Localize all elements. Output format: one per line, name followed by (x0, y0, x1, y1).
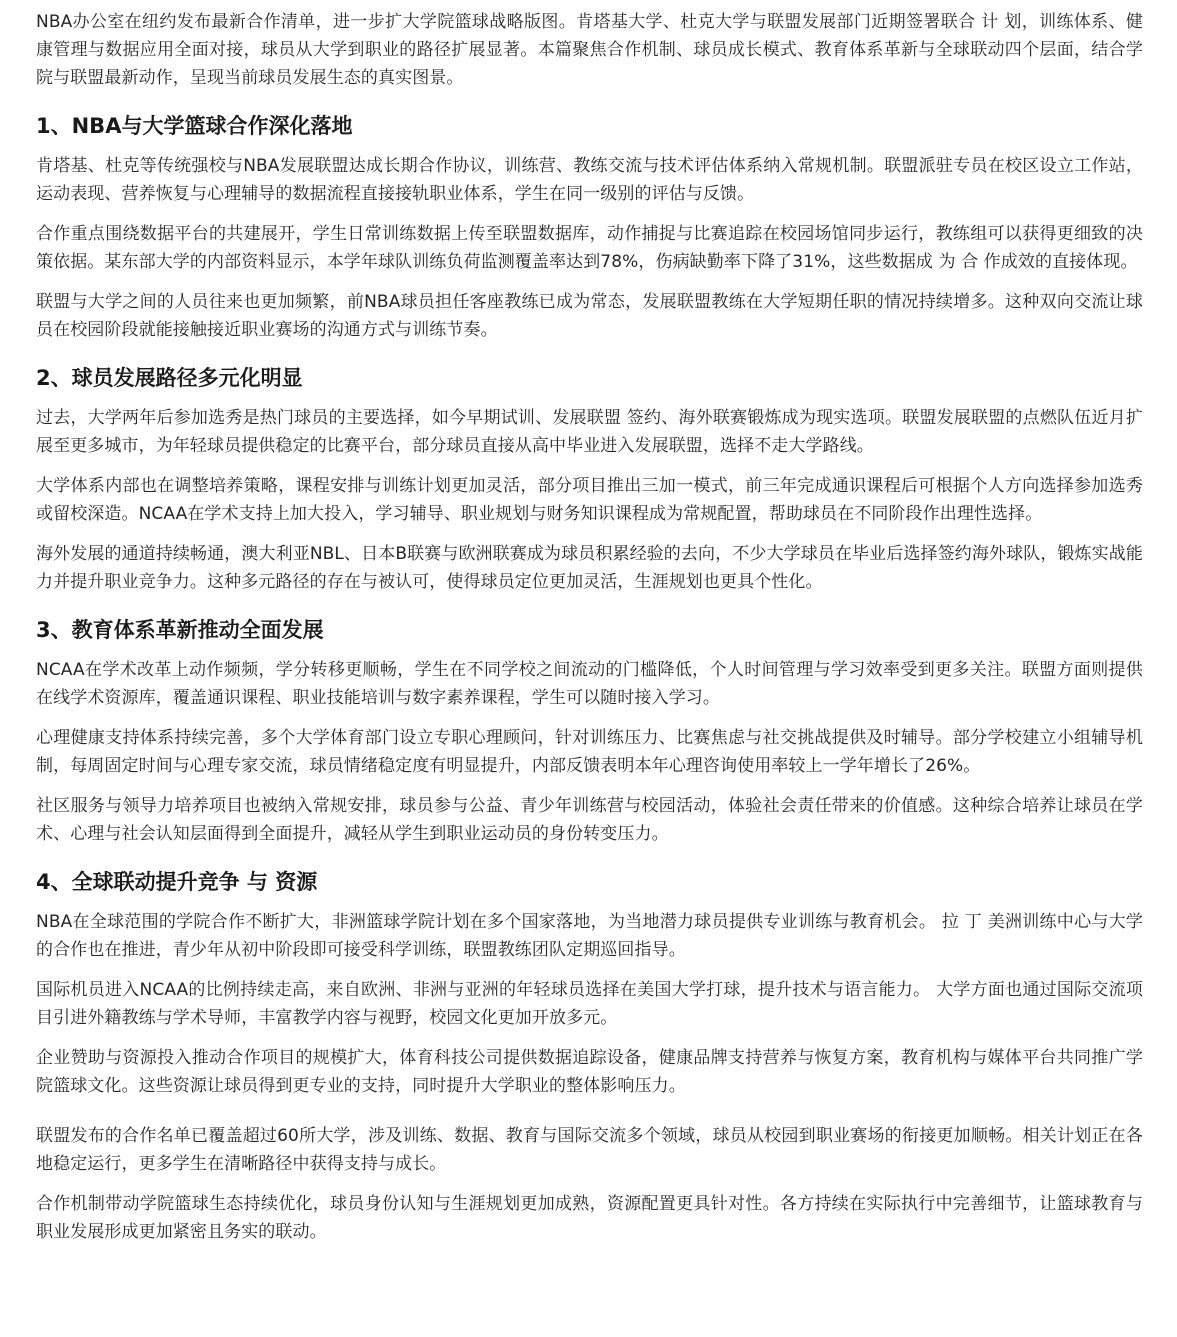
section-title-1: 1、NBA与大学篮球合作深化落地 (36, 114, 353, 138)
intro-paragraph: NBA办公室在纽约发布最新合作清单，进一步扩大学院篮球战略版图。肯塔基大学、杜克大学与联盟发展部门近期签署联合 计 划，训练体系、健康管理与数据应用全面对接，球员从大学到职业的路径扩展显著。本篇聚焦合作机制、球员成长模式、教育体系革新与全球联动四个层面，结合学院与联盟最新动作，呈现当前球员发展生态的真实图景。 (36, 12, 1143, 88)
section-title-3: 3、教育体系革新推动全面发展 (36, 618, 324, 642)
closing-paragraph-2: 合作机制带动学院篮球生态持续优化，球员身份认知与生涯规划更加成熟，资源配置更具针对性。各方持续在实际执行中完善细节，让篮球教育与职业发展形成更加紧密且务实的联动。 (36, 1194, 1143, 1242)
section-title-2: 2、球员发展路径多元化明显 (36, 366, 303, 390)
section-3-paragraph-1: NCAA在学术改革上动作频频，学分转移更顺畅，学生在不同学校之间流动的门槛降低，个人时间管理与学习效率受到更多关注。联盟方面则提供在线学术资源库，覆盖通识课程、职业技能培训与数字素养课程，学生可以随时接入学习。 (36, 660, 1143, 708)
section-1-paragraph-1: 肯塔基、杜克等传统强校与NBA发展联盟达成长期合作协议，训练营、教练交流与技术评估体系纳入常规机制。联盟派驻专员在校区设立工作站，运动表现、营养恢复与心理辅导的数据流程直接接轨职业体系，学生在同一级别的评估与反馈。 (36, 156, 1143, 204)
section-3-paragraph-2: 心理健康支持体系持续完善，多个大学体育部门设立专职心理顾问，针对训练压力、比赛焦虑与社交挑战提供及时辅导。部分学校建立小组辅导机制，每周固定时间与心理专家交流，球员情绪稳定度有明显提升，内部反馈表明本年心理咨询使用率较上一学年增长了26%。 (36, 728, 1143, 776)
section-3-paragraph-3: 社区服务与领导力培养项目也被纳入常规安排，球员参与公益、青少年训练营与校园活动，体验社会责任带来的价值感。这种综合培养让球员在学术、心理与社会认知层面得到全面提升，减轻从学生到职业运动员的身份转变压力。 (36, 796, 1143, 844)
section-2-paragraph-1: 过去，大学两年后参加选秀是热门球员的主要选择，如今早期试训、发展联盟 签约、海外联赛锻炼成为现实选项。联盟发展联盟的点燃队伍近月扩展至更多城市，为年轻球员提供稳定的比赛平台，部分球员直接从高中毕业进入发展联盟，选择不走大学路线。 (36, 408, 1143, 456)
closing-paragraph-1: 联盟发布的合作名单已覆盖超过60所大学，涉及训练、数据、教育与国际交流多个领域，球员从校园到职业赛场的衔接更加顺畅。相关计划正在各地稳定运行，更多学生在清晰路径中获得支持与成长。 (36, 1126, 1143, 1174)
section-4-paragraph-1: NBA在全球范围的学院合作不断扩大，非洲篮球学院计划在多个国家落地，为当地潜力球员提供专业训练与教育机会。 拉 丁 美洲训练中心与大学的合作也在推进，青少年从初中阶段即可接受科学训练，联盟教练团队定期巡回指导。 (36, 912, 1143, 960)
section-4-paragraph-2: 国际机员进入NCAA的比例持续走高，来自欧洲、非洲与亚洲的年轻球员选择在美国大学打球，提升技术与语言能力。 大学方面也通过国际交流项目引进外籍教练与学术导师，丰富教学内容与视野，校园文化更加开放多元。 (36, 980, 1143, 1028)
section-4-paragraph-3: 企业赞助与资源投入推动合作项目的规模扩大，体育科技公司提供数据追踪设备，健康品牌支持营养与恢复方案，教育机构与媒体平台共同推广学院篮球文化。这些资源让球员得到更专业的支持，同时提升大学职业的整体影响压力。 (36, 1048, 1143, 1096)
section-1-paragraph-3: 联盟与大学之间的人员往来也更加频繁，前NBA球员担任客座教练已成为常态，发展联盟教练在大学短期任职的情况持续增多。这种双向交流让球员在校园阶段就能接触接近职业赛场的沟通方式与训练节奏。 (36, 292, 1143, 340)
section-2-paragraph-2: 大学体系内部也在调整培养策略，课程安排与训练计划更加灵活，部分项目推出三加一模式，前三年完成通识课程后可根据个人方向选择参加选秀或留校深造。NCAA在学术支持上加大投入，学习辅导、职业规划与财务知识课程成为常规配置，帮助球员在不同阶段作出理性选择。 (36, 476, 1143, 524)
section-2-paragraph-3: 海外发展的通道持续畅通，澳大利亚NBL、日本B联赛与欧洲联赛成为球员积累经验的去向，不少大学球员在毕业后选择签约海外球队，锻炼实战能力并提升职业竞争力。这种多元路径的存在与被认可，使得球员定位更加灵活，生涯规划也更具个性化。 (36, 544, 1143, 592)
section-1-paragraph-2: 合作重点围绕数据平台的共建展开，学生日常训练数据上传至联盟数据库，动作捕捉与比赛追踪在校园场馆同步运行，教练组可以获得更细致的决策依据。某东部大学的内部资料显示，本学年球队训练负荷监测覆盖率达到78%，伤病缺勤率下降了31%，这些数据成 为 合 作成效的直接体现。 (36, 224, 1143, 272)
section-title-4: 4、全球联动提升竞争 与 资源 (36, 870, 318, 894)
